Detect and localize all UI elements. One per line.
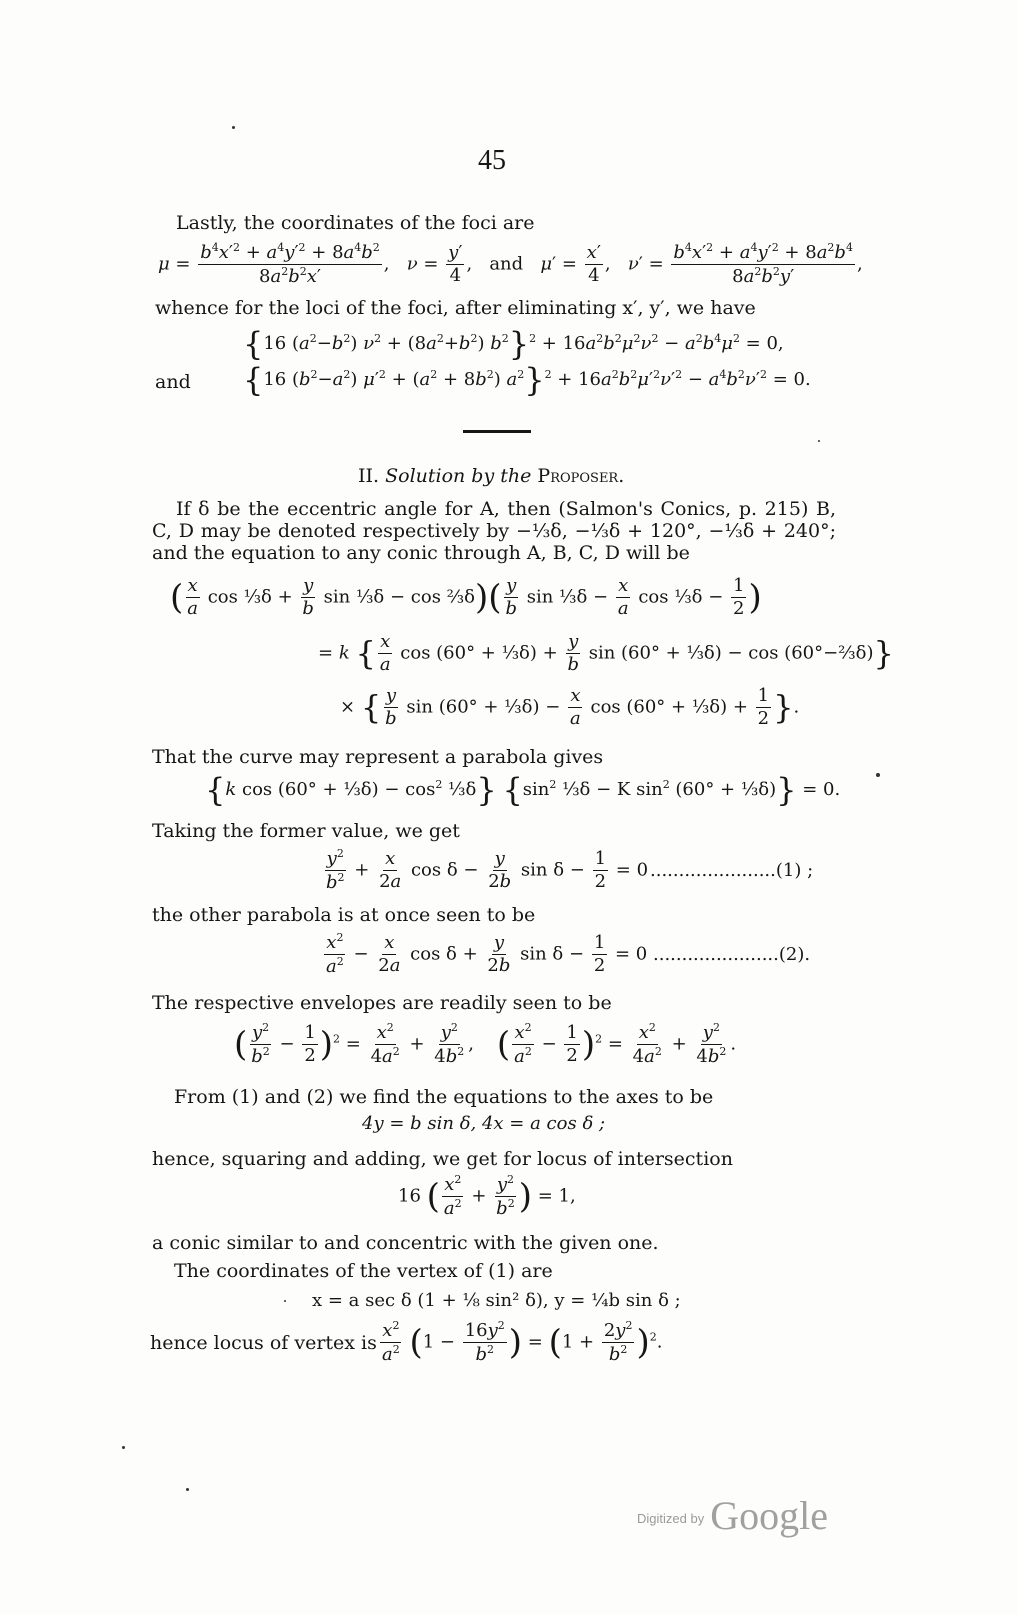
text-line: a conic similar to and concentric with the given one. xyxy=(152,1232,659,1254)
scan-speck xyxy=(876,773,880,777)
watermark-prefix: Digitized by xyxy=(637,1511,705,1526)
heading-number: II. xyxy=(358,465,380,487)
page-number: 45 xyxy=(478,145,506,176)
scan-speck xyxy=(186,1488,189,1491)
equation-1: $\frac{y^2}{b^2}$ + $\frac{x}{2a}$ cos δ − $\frac{y}{2b}$ sin δ − $\frac{1}{2}$ = 0 xyxy=(326,847,660,893)
text-line: From (1) and (2) we find the equations to the axes to be xyxy=(174,1086,714,1108)
equation-locus-2: {16 $(b^2-a^2) \mu'^2 + (a^2 + 8b^2) a^2\}^2 + 16a^2b^2\mu'^2\nu'^2 - a^4b^2\nu'^2 = 0$. xyxy=(243,361,811,399)
text-line: Lastly, the coordinates of the foci are xyxy=(176,212,535,234)
equation-envelopes: ( $\frac{y^2}{b^2}$ − $\frac{1}{2}$ )$^2$ = $\frac{x^2}{4a^2}$ + $\frac{y^2}{4b^2}$ , ( $\frac{x^2}{a^2}$ − $\frac{1}{2}$ )$^2$ = $\frac{x^2}{4a^2}$ + $\frac{y^2}{4b^2}$ . xyxy=(234,1021,737,1067)
section-heading xyxy=(358,465,624,487)
text-line: The coordinates of the vertex of (1) are xyxy=(174,1260,553,1282)
scan-speck xyxy=(232,126,235,129)
equation-parabola-condition: {k cos (60° + ⅓δ) − $\cos^2$ ⅓δ} {$\sin^2$ ⅓δ − K $\sin^2 (60^\circ$ + ⅓δ)} = 0. xyxy=(205,771,841,809)
text-line: the other parabola is at once seen to be xyxy=(152,904,536,926)
equation-conic-line3: × { $\frac{y}{b}$ sin (60° + ⅓δ) − $\frac{x}{a}$ cos (60° + ⅓δ) + $\frac{1}{2}$ }. xyxy=(340,685,800,729)
text-line: Taking the former value, we get xyxy=(152,820,460,842)
paragraph-eccentric-angle: If δ be the eccentric angle for A, then (Salmon's Conics, p. 215) B, C, D may be denoted respectively by −⅓δ, −⅓δ + 120°, −⅓δ + 240°; and the equation to any conic through A, B, C, D will be xyxy=(152,498,836,564)
section-divider xyxy=(463,430,531,433)
equation-2-tag: ......................(2). xyxy=(653,944,811,965)
equation-conic-line1: ( $\frac{x}{a}$ cos ⅓δ + $\frac{y}{b}$ sin ⅓δ − cos ⅔δ)( $\frac{y}{b}$ sin ⅓δ − $\frac{x}{a}$ cos ⅓δ − $\frac{1}{2}$ ) xyxy=(170,575,762,619)
scan-speck xyxy=(818,440,820,442)
equation-conic-line2: = k { $\frac{x}{a}$ cos (60° + ⅓δ) + $\frac{y}{b}$ sin (60° + ⅓δ) − cos (60°−⅔δ)} xyxy=(318,631,894,675)
scan-speck xyxy=(122,1446,125,1449)
equation-foci: μ = $\frac{b^4x'^2 + a^4y'^2 + 8a^4b^2}{8a^2b^2x'}$ , ν = $\frac{y'}{4}$ , and μ′ = $\frac{x'}{4}$ , ν′ = $\frac{b^4x'^2 + a^4y'^2 + 8a^2b^4}{8a^2b^2y'}$ , xyxy=(158,241,863,287)
heading-italic: Solution by the xyxy=(385,465,532,487)
text-line: That the curve may represent a parabola gives xyxy=(152,746,604,768)
heading-smallcaps: Proposer. xyxy=(537,465,625,487)
text-label-locus: hence locus of vertex is xyxy=(150,1332,377,1354)
equation-locus-1: {16 $(a^2-b^2) \nu^2 + (8a^2+b^2) b^2\}^2 + 16a^2b^2\mu^2\nu^2 - a^2b^4\mu^2 = 0$, xyxy=(243,325,784,363)
text-label-and: and xyxy=(155,371,191,393)
text-line: hence, squaring and adding, we get for locus of intersection xyxy=(152,1148,733,1170)
text-line: The respective envelopes are readily seen to be xyxy=(152,992,612,1014)
text-line: whence for the loci of the foci, after eliminating x′, y′, we have xyxy=(155,297,756,319)
digitized-watermark xyxy=(637,1492,828,1539)
google-logo: Google xyxy=(710,1493,829,1538)
equation-vertex-coords: x = a sec δ (1 + ⅛ sin² δ), y = ¼b sin δ ; xyxy=(312,1290,681,1311)
scan-speck xyxy=(284,1300,286,1302)
equation-2: $\frac{x^2}{a^2}$ − $\frac{x}{2a}$ cos δ + $\frac{y}{2b}$ sin δ − $\frac{1}{2}$ = 0 xyxy=(326,931,659,977)
equation-axes: 4y = b sin δ, 4x = a cos δ ; xyxy=(362,1113,606,1134)
equation-1-tag: ......................(1) ; xyxy=(650,860,814,881)
equation-vertex-locus: $\frac{x^2}{a^2}$ (1 − $\frac{16y^2}{b^2}$ ) = (1 + $\frac{2y^2}{b^2}$ )$^2$. xyxy=(382,1319,663,1365)
equation-intersection-locus: 16 ( $\frac{x^2}{a^2}$ + $\frac{y^2}{b^2}$ ) = 1, xyxy=(398,1173,576,1219)
